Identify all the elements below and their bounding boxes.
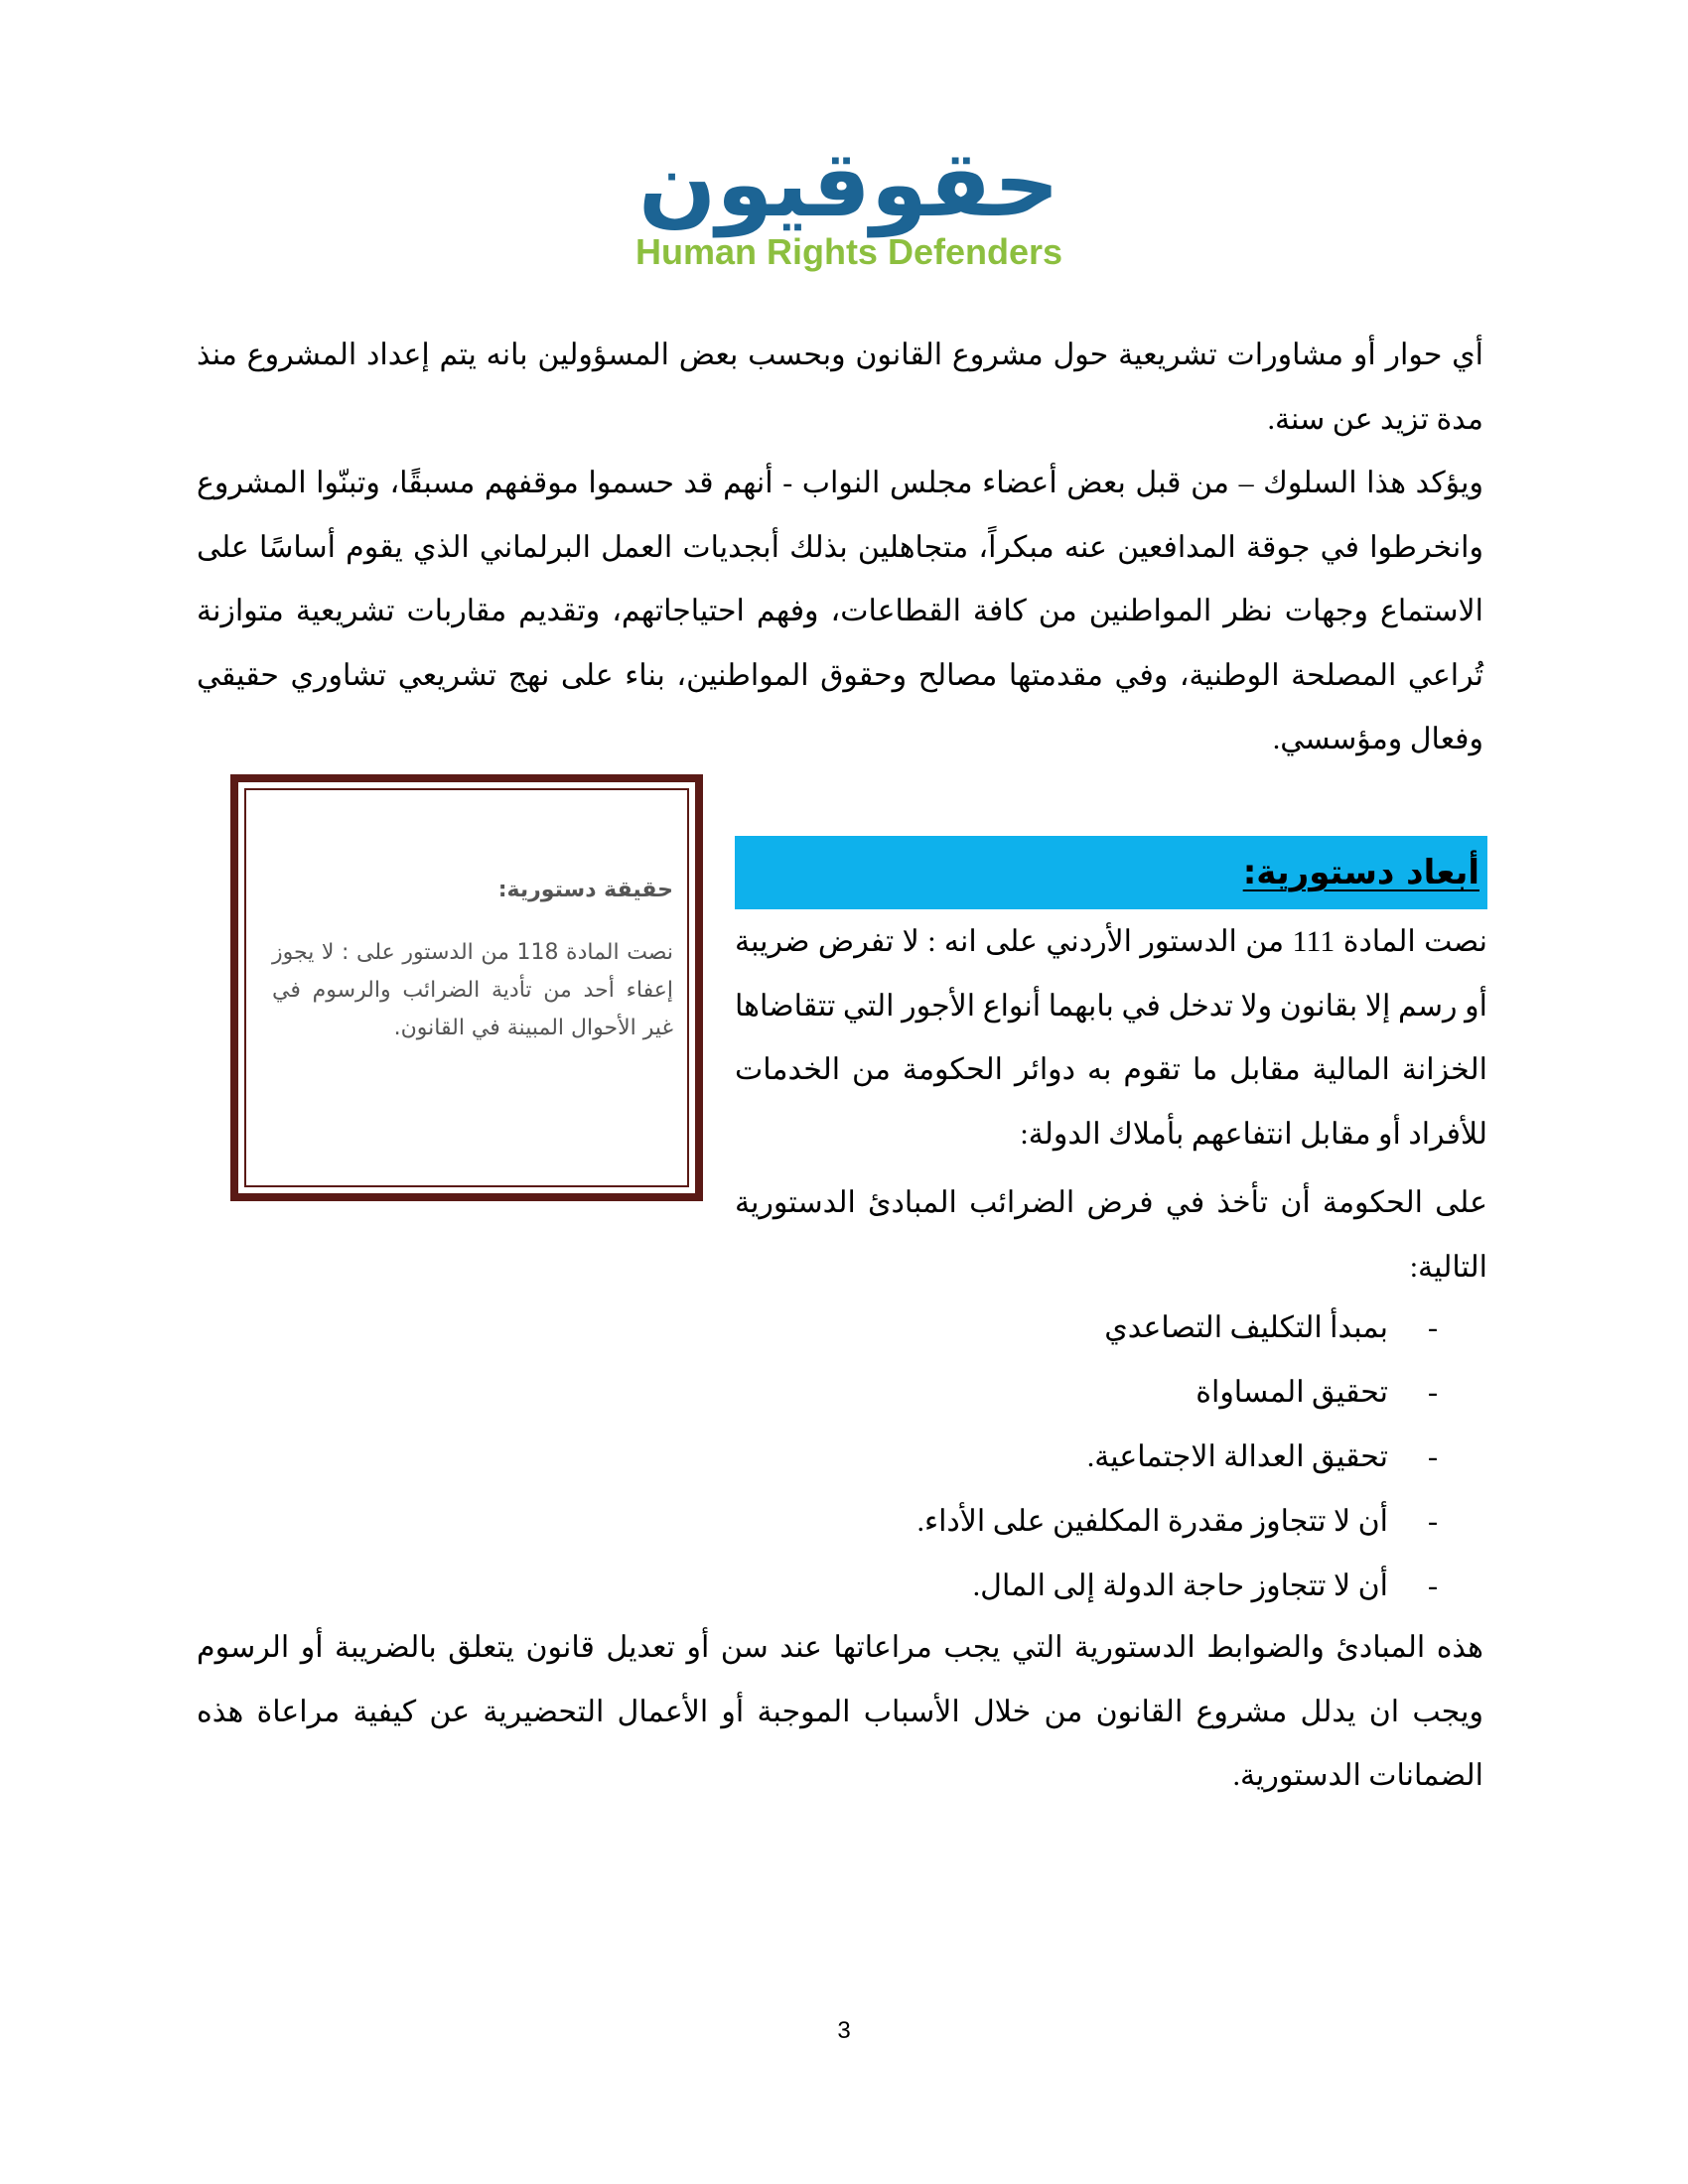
paragraph-article-111: نصت المادة 111 من الدستور الأردني على انه : لا تفرض ضريبة أو رسم إلا بقانون ولا تدخل في بابهما أنواع الأجور التي تتقاضاها الخزانة المالية مقابل ما تقوم به دوائر الحكومة من الخدمات للأفراد أو مقابل انتفاعهم بأملاك الدولة: bbox=[735, 925, 1487, 1151]
list-item-text: أن لا تتجاوز حاجة الدولة إلى المال. bbox=[972, 1570, 1388, 1602]
list-item bbox=[735, 1425, 1487, 1489]
list-dash: - bbox=[1428, 1505, 1438, 1538]
list-dash: - bbox=[1428, 1440, 1438, 1473]
list-item-text: أن لا تتجاوز مقدرة المكلفين على الأداء. bbox=[916, 1505, 1388, 1538]
paragraph-behavior: ويؤكد هذا السلوك – من قبل بعض أعضاء مجلس النواب - أنهم قد حسموا موقفهم مسبقًا، وتبنّوا المشروع وانخرطوا في جوقة المدافعين عنه مبكراً، متجاهلين بذلك أبجديات العمل البرلماني الذي يقوم أساسًا على الاستماع وجهات نظر المواطنين من كافة القطاعات، وفهم احتياجاتهم، وتقديم مقاربات تشريعية متوازنة تُراعي المصلحة الوطنية، وفي مقدمتها مصالح وحقوق المواطنين، بناء على نهج تشريعي تشاوري حقيقي وفعال ومؤسسي. bbox=[197, 467, 1483, 755]
logo bbox=[611, 131, 1087, 278]
list-dash: - bbox=[1428, 1376, 1438, 1409]
list-item-text: تحقيق العدالة الاجتماعية. bbox=[1086, 1440, 1388, 1473]
list-item bbox=[735, 1296, 1487, 1360]
fact-box-inner bbox=[238, 782, 695, 1193]
fact-box-text: نصت المادة 118 من الدستور على : لا يجوز إعفاء أحد من تأدية الضرائب والرسوم في غير الأحوال المبينة في القانون. bbox=[272, 940, 673, 1040]
section-heading: أبعاد دستورية: bbox=[1242, 853, 1479, 892]
page-number: 3 bbox=[837, 2017, 851, 2044]
principles-list bbox=[735, 1296, 1487, 1618]
list-item-text: تحقيق المساواة bbox=[1196, 1376, 1388, 1409]
constitutional-fact-box bbox=[230, 774, 703, 1201]
logo-arabic-wordmark: حقوقيون bbox=[637, 131, 1060, 237]
fact-box-title: حقيقة دستورية: bbox=[497, 878, 673, 902]
list-item bbox=[735, 1360, 1487, 1425]
list-dash: - bbox=[1428, 1570, 1438, 1602]
logo-english-tagline: Human Rights Defenders bbox=[634, 231, 1063, 272]
list-item bbox=[735, 1489, 1487, 1554]
paragraph-principles-intro: على الحكومة أن تأخذ في فرض الضرائب المبادئ الدستورية التالية: bbox=[735, 1186, 1487, 1284]
list-dash: - bbox=[1428, 1311, 1438, 1344]
list-item bbox=[735, 1554, 1487, 1618]
paragraph-conclusion: هذه المبادئ والضوابط الدستورية التي يجب مراعاتها عند سن أو تعديل قانون يتعلق بالضريبة أو الرسوم ويجب ان يدلل مشروع القانون من خلال الأسباب الموجبة أو الأعمال التحضيرية عن كيفية مراعاة هذه الضمانات الدستورية. bbox=[197, 1631, 1483, 1792]
fact-box-frame bbox=[244, 788, 689, 1187]
paragraph-intro: أي حوار أو مشاورات تشريعية حول مشروع القانون وبحسب بعض المسؤولين بانه يتم إعداد المشروع منذ مدة تزيد عن سنة. bbox=[197, 339, 1483, 436]
list-item-text: بمبدأ التكليف التصاعدي bbox=[1104, 1311, 1388, 1344]
section-heading-bar bbox=[735, 836, 1487, 909]
